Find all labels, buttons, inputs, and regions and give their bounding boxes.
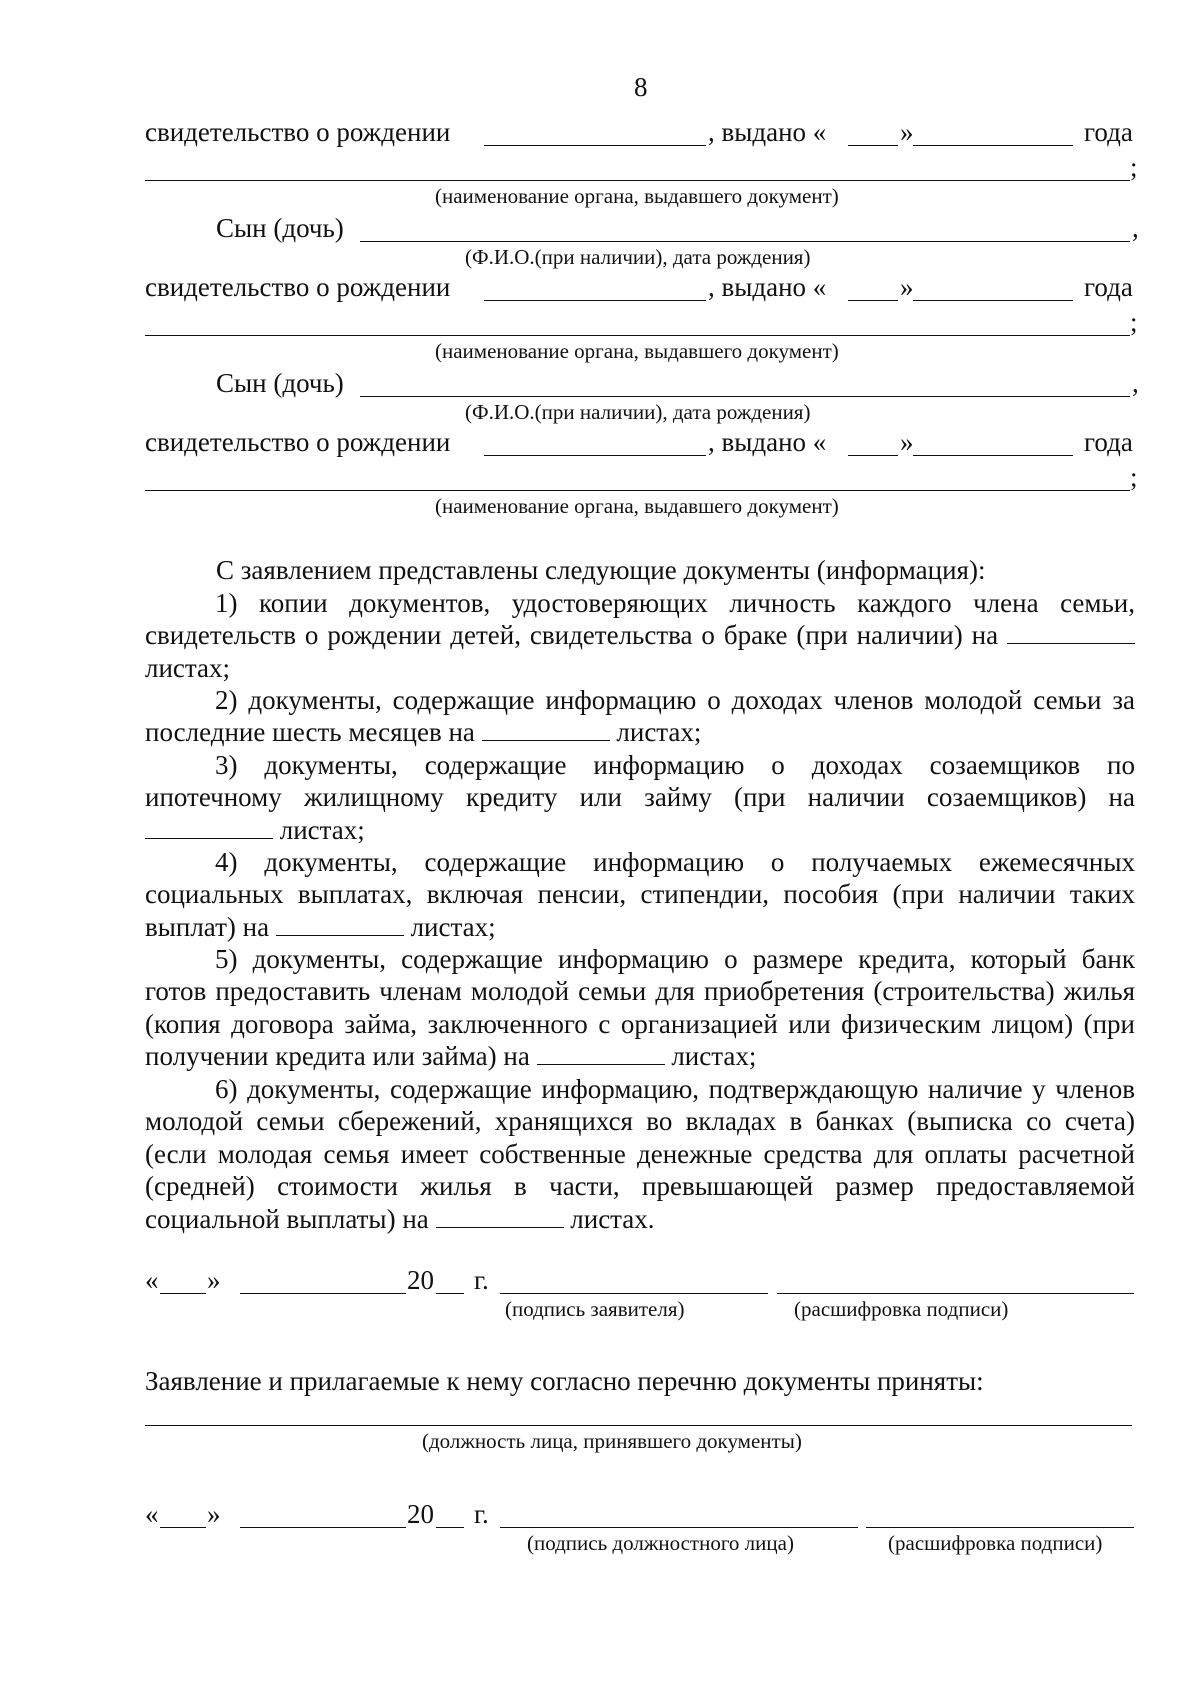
- date-day-field[interactable]: [160, 1527, 206, 1528]
- certificate-number-field[interactable]: [484, 455, 706, 456]
- page-number: 8: [634, 72, 648, 102]
- item-text: 3) документы, содержащие информацию о доходах созаемщиков по ипотечному жилищному кредиту или займу (при наличии созаемщиков) на: [145, 750, 1135, 813]
- certificate-number-field[interactable]: [484, 300, 706, 301]
- issuing-organ-field[interactable]: [145, 335, 1130, 336]
- documents-item-5: [145, 943, 1135, 1073]
- issued-label: , выдано «: [708, 272, 827, 302]
- child-label: Сын (дочь): [216, 368, 344, 398]
- item-suffix: листах;: [145, 652, 231, 683]
- child-fio-field[interactable]: [360, 241, 1130, 242]
- issuing-organ-caption: (наименование органа, выдавшего документ): [435, 339, 839, 363]
- quote-close: »: [900, 427, 914, 457]
- issued-label: , выдано «: [708, 117, 827, 147]
- item-suffix: листах;: [279, 814, 365, 845]
- issue-day-field[interactable]: [848, 455, 898, 456]
- issue-month-field[interactable]: [913, 300, 1073, 301]
- position-caption: (должность лица, принявшего документы): [422, 1429, 802, 1453]
- date-open-quote: «: [145, 1499, 159, 1529]
- child-label: Сын (дочь): [216, 213, 344, 243]
- item-text: 5) документы, содержащие информацию о размере кредита, который банк готов предоставить членам молодой семьи для приобретения (строительства) жилья (копия договора займа, заключенного с организацией или физическим лицом) (при получении кредита или займа) на: [145, 944, 1135, 1072]
- fio-caption: (Ф.И.О.(при наличии), дата рождения): [465, 400, 811, 424]
- year-suffix: г.: [474, 1265, 489, 1295]
- item-text: 6) документы, содержащие информацию, подтверждающую наличие у членов молодой семьи сбережений, хранящихся во вкладах в банках (выписка со счета) (если молодая семья имеет собственные денежные средства для оплаты расчетной (средней) стоимости жилья в части, превышающей размер предоставляемой социальной выплаты) на: [145, 1074, 1135, 1234]
- quote-close: »: [900, 117, 914, 147]
- year-suffix: г.: [474, 1499, 489, 1529]
- official-signature-caption: (подпись должностного лица): [527, 1531, 794, 1555]
- item-suffix: листах;: [616, 717, 702, 748]
- official-signature-field[interactable]: [500, 1527, 858, 1528]
- semicolon: ;: [1130, 307, 1138, 337]
- sheet-count-field[interactable]: [276, 913, 404, 936]
- accepting-official-position-field[interactable]: [145, 1425, 1132, 1426]
- date-month-field[interactable]: [240, 1293, 406, 1294]
- documents-item-1: [145, 587, 1135, 684]
- date-open-quote: «: [145, 1265, 159, 1295]
- applicant-signature-field[interactable]: [500, 1293, 768, 1294]
- year-word: года: [1084, 272, 1133, 302]
- year-word: года: [1084, 427, 1133, 457]
- birth-certificate-label: свидетельство о рождении: [145, 427, 451, 457]
- semicolon: ;: [1130, 462, 1138, 492]
- quote-close: »: [900, 272, 914, 302]
- semicolon: ;: [1130, 152, 1138, 182]
- fio-caption: (Ф.И.О.(при наличии), дата рождения): [465, 245, 811, 269]
- official-signature-decoding-field[interactable]: [866, 1527, 1134, 1528]
- applicant-signature-caption: (подпись заявителя): [505, 1297, 685, 1321]
- issuing-organ-field[interactable]: [145, 180, 1130, 181]
- birth-certificate-label: свидетельство о рождении: [145, 272, 451, 302]
- item-text: 2) документы, содержащие информацию о доходах членов молодой семьи за последние шесть месяцев на: [145, 685, 1135, 748]
- date-day-field[interactable]: [160, 1293, 206, 1294]
- certificate-number-field[interactable]: [484, 145, 706, 146]
- date-close-quote: »: [207, 1265, 221, 1295]
- issuing-organ-caption: (наименование органа, выдавшего документ): [435, 184, 839, 208]
- child-fio-field[interactable]: [360, 396, 1130, 397]
- sheet-count-field[interactable]: [145, 816, 273, 839]
- applicant-signature-decoding-field[interactable]: [777, 1293, 1134, 1294]
- comma: ,: [1132, 368, 1139, 398]
- issue-month-field[interactable]: [913, 145, 1073, 146]
- issued-label: , выдано «: [708, 427, 827, 457]
- date-close-quote: »: [207, 1499, 221, 1529]
- documents-item-4: [145, 846, 1135, 943]
- item-text: 4) документы, содержащие информацию о получаемых ежемесячных социальных выплатах, включая пенсии, стипендии, пособия (при наличии таких выплат) на: [145, 847, 1135, 942]
- issue-day-field[interactable]: [848, 300, 898, 301]
- issuing-organ-caption: (наименование органа, выдавшего документ): [435, 494, 839, 518]
- item-text: 1) копии документов, удостоверяющих личность каждого члена семьи, свидетельств о рождении детей, свидетельства о браке (при наличии) на: [145, 588, 1135, 651]
- accepted-statement: Заявление и прилагаемые к нему согласно перечню документы приняты:: [145, 1366, 984, 1396]
- issue-day-field[interactable]: [848, 145, 898, 146]
- documents-item-6: [145, 1073, 1135, 1235]
- date-year-field[interactable]: [436, 1527, 464, 1528]
- sheet-count-field[interactable]: [1007, 621, 1135, 644]
- issuing-organ-field[interactable]: [145, 490, 1130, 491]
- sheet-count-field[interactable]: [482, 718, 610, 741]
- documents-item-3: [145, 749, 1135, 846]
- comma: ,: [1132, 213, 1139, 243]
- birth-certificate-label: свидетельство о рождении: [145, 117, 451, 147]
- documents-item-2: [145, 684, 1135, 749]
- date-month-field[interactable]: [240, 1527, 406, 1528]
- sheet-count-field[interactable]: [436, 1205, 564, 1228]
- item-suffix: листах.: [570, 1203, 655, 1234]
- date-year-field[interactable]: [436, 1293, 464, 1294]
- item-suffix: листах;: [410, 911, 496, 942]
- year-prefix: 20: [407, 1499, 434, 1529]
- year-word: года: [1084, 117, 1133, 147]
- item-suffix: листах;: [671, 1041, 757, 1072]
- year-prefix: 20: [407, 1265, 434, 1295]
- signature-decoding-caption: (расшифровка подписи): [794, 1297, 1009, 1321]
- documents-intro: С заявлением представлены следующие документы (информация):: [216, 555, 986, 585]
- issue-month-field[interactable]: [913, 455, 1073, 456]
- signature-decoding-caption: (расшифровка подписи): [888, 1531, 1103, 1555]
- sheet-count-field[interactable]: [537, 1042, 665, 1065]
